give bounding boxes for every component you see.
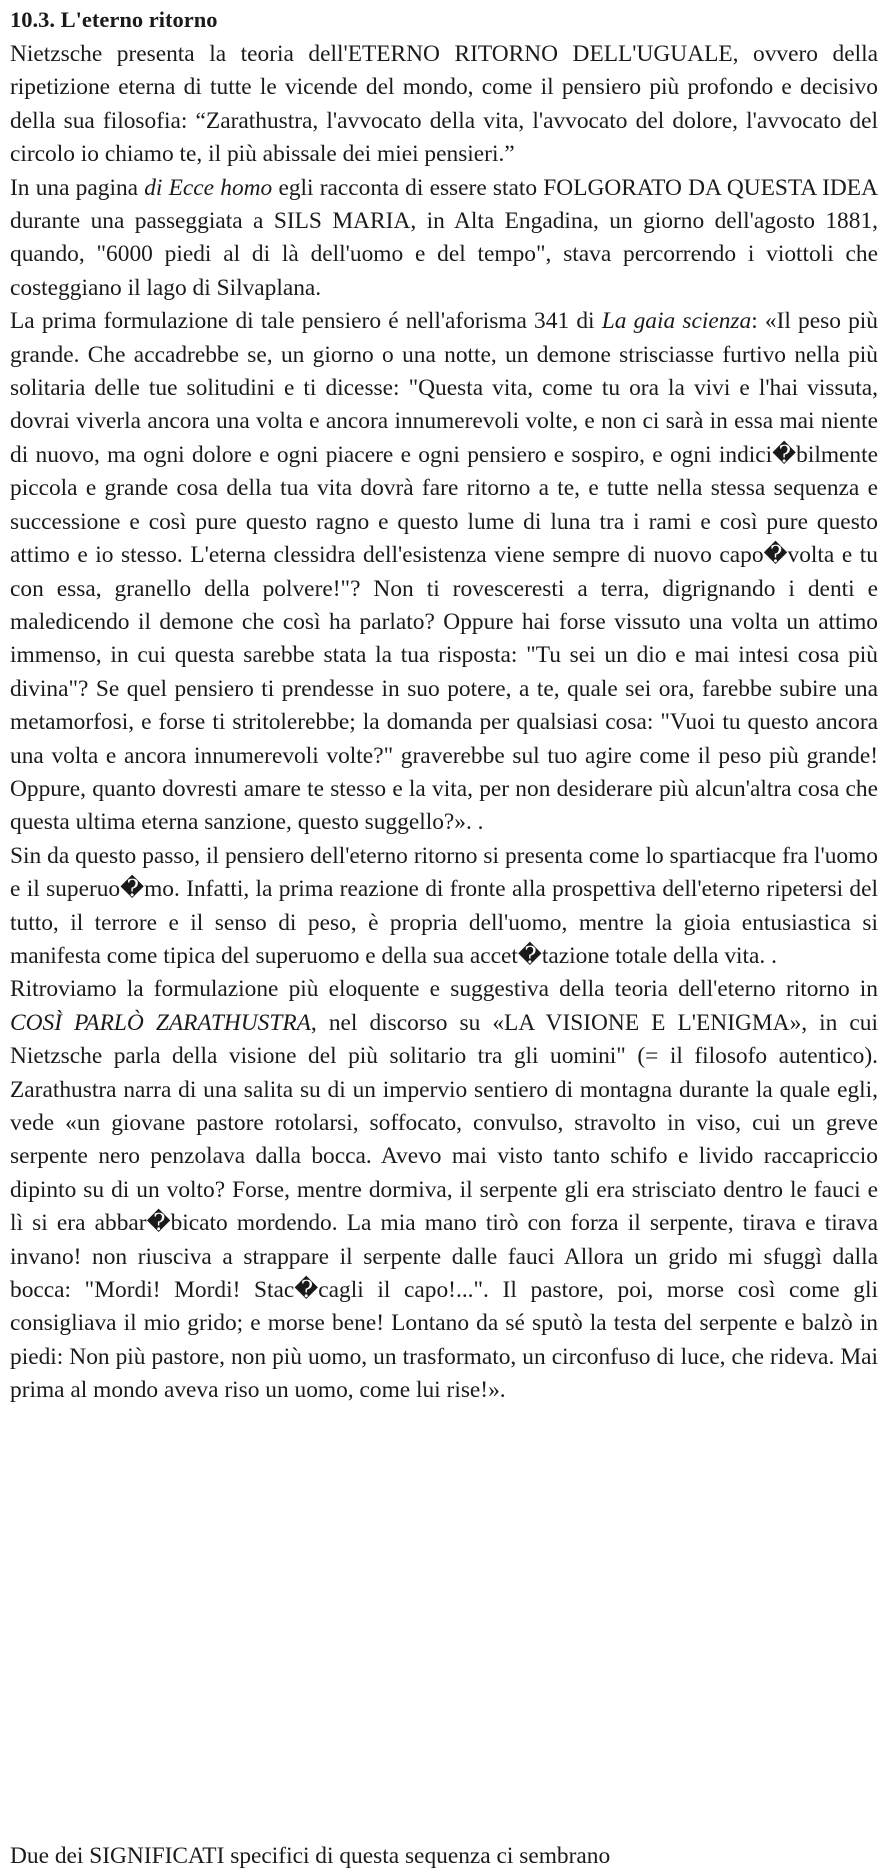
ecce-homo-title: di Ecce homo [144, 174, 273, 201]
document-page [10, 0, 878, 1408]
paragraph-superuomo-text: Sin da questo passo, il pensiero dell'eterno ritorno si presenta come lo spartiacque fra l'uomo e il superuo�mo. Infatti, la prima reazione di fronte alla prospettiva dell'eterno ripetersi del tutto, il terrore e il senso di peso, è propria dell'uomo, mentre la gioia entusiastica si manifesta come tipica del superuomo e della sua accet�tazione totale della vita. . [10, 842, 878, 969]
cut-off-text-line: Due dei SIGNIFICATI specifici di questa sequenza ci sembrano [10, 1843, 611, 1869]
paragraph-gaia-scienza-start: La prima formulazione di tale pensiero é nell'aforisma 341 di [10, 308, 602, 335]
paragraph-zarathustra-rest: , nel discorso su «LA VISIONE E L'ENIGMA», in cui Nietzsche parla della visione del più solitario tra gli uomini" (= il filosofo autentico). Zarathustra narra di una salita su di un impervio sentiero di montagna durante la quale egli, vede «un giovane pastore rotolarsi, soffocato, convulso, stravolto in viso, cui un greve serpente nero penzolava dalla bocca. Avevo mai visto tanto schifo e livido raccapriccio dipinto su di un volto? Forse, mentre dormiva, il serpente gli era strisciato dentro le fauci e lì si era abbar�bicato mordendo. La mia mano tirò con forza il serpente, tirava e tirava invano! non riusciva a strappare il serpente dalle fauci Allora un grido mi sfuggì dalla bocca: "Mordi! Mordi! Stac�cagli il capo!...". Il pastore, poi, morse così come gli consigliava il mio grido; e morse bene! Lontano da sé sputò la testa del serpente e balzò in piedi: Non più pastore, non più uomo, un trasformato, un circonfuso di luce, che rideva. Mai prima al mondo aveva riso un uomo, come lui rise!». [10, 1009, 878, 1404]
paragraph-intro-text: Nietzsche presenta la teoria dell'ETERNO RITORNO DELL'UGUALE, ovvero della ripetizione eterna di tutte le vicende del mondo, come il pensiero più profondo e decisivo della sua filosofia: “Zarathustra, l'avvocato della vita, l'avvocato del dolore, l'avvocato del circolo io chiamo te, il più abissale dei miei pensieri.” [10, 41, 878, 168]
paragraph-ecce-homo-rest: egli racconta di essere stato FOLGORATO DA QUESTA IDEA durante una passeggiata a SILS MARIA, in Alta Engadina, un giorno dell'agosto 1881, quando, "6000 piedi al di là dell'uomo e del tempo", stava percorrendo i viottoli che costeggiano il lago di Silvaplana. [10, 174, 878, 301]
paragraph-superuomo [10, 840, 878, 974]
paragraph-zarathustra [10, 973, 878, 1407]
paragraph-gaia-scienza-rest: : «Il peso più grande. Che accadrebbe se, un giorno o una notte, un demone strisciasse furtivo nella più solitaria delle tue solitudini e ti dicesse: "Questa vita, come tu ora la vivi e l'hai vissuta, dovrai viverla ancora una volta e ancora innumerevoli volte, e non ci sarà in essa mai niente di nuovo, ma ogni dolore e ogni piacere e ogni pensiero e sospiro, e ogni indici�bilmente piccola e grande cosa della tua vita dovrà fare ritorno a te, e tutte nella stessa sequenza e successione e così pure questo ragno e questo lume di luna tra i rami e così pure questo attimo e io stesso. L'eterna clessidra dell'esistenza viene sempre di nuovo capo�volta e tu con essa, granello della polvere!"? Non ti rovesceresti a terra, digrignando i denti e maledicendo il demone che così ha parlato? Oppure hai forse vissuto una volta un attimo immenso, in cui questa sarebbe stata la tua risposta: "Tu sei un dio e mai intesi cosa più divina"? Se quel pensiero ti prendesse in suo potere, a te, quale sei ora, farebbe subire una metamorfosi, e forse ti stritolerebbe; la domanda per qualsiasi cosa: "Vuoi tu questo ancora una volta e ancora innumerevoli volte?" graverebbe sul tuo agire come il peso più grande! Oppure, quanto dovresti amare te stesso e la vita, per non desiderare più alcun'altra cosa che questa ultima eterna sanzione, questo suggello?». . [10, 308, 879, 836]
paragraph-ecce-homo [10, 172, 878, 306]
gaia-scienza-title: La gaia scienza [601, 308, 752, 335]
paragraph-ecce-homo-start: In una pagina [10, 174, 145, 201]
paragraph-zarathustra-start: Ritroviamo la formulazione più eloquente e suggestiva della teoria dell'eterno ritorno in [10, 976, 878, 1003]
section-title: 10.3. L'eterno ritorno [10, 7, 218, 32]
paragraph-gaia-scienza [10, 305, 878, 840]
zarathustra-title: COSÌ PARLÒ ZARATHUSTRA [10, 1009, 311, 1036]
paragraph-intro [10, 38, 878, 172]
